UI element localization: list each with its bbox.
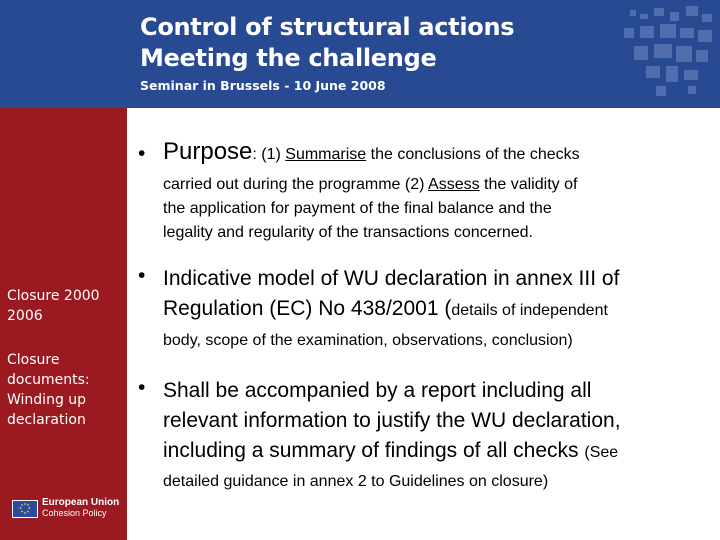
purpose-heading: Purpose [163,138,253,165]
eu-flag-icon [12,500,38,518]
assess-word: Assess [428,176,480,193]
model-line-3: body, scope of the examination, observations, conclusion) [163,332,573,349]
purpose-paragraph [163,138,698,245]
purpose-line-2-post: the validity of [479,176,578,193]
model-line-2-big: Regulation (EC) No 438/2001 ( [163,297,452,320]
purpose-line-2-pre: carried out during the programme (2) [163,176,429,193]
report-line-3 [163,436,698,468]
bullet-symbol: • [138,376,146,399]
bullet-symbol: • [138,264,146,287]
report-line-2: relevant information to justify the WU declaration, [163,409,621,432]
indicative-model-paragraph [163,264,698,356]
report-line-1: Shall be accompanied by a report including all [163,379,592,402]
model-line-2 [163,294,698,326]
eu-logo-line-2: Cohesion Policy [42,508,107,518]
purpose-line-1 [163,138,698,169]
seminar-subtitle: Seminar in Brussels - 10 June 2008 [140,78,386,93]
eu-logo-text [42,498,119,518]
title-line-1: Control of structural actions [140,13,515,41]
europe-map-graphic [610,0,720,108]
docs-line-4: declaration [7,412,86,428]
purpose-line-1-rest: the conclusions of the checks [366,146,580,163]
closure-line-1: Closure 2000 [7,288,100,304]
report-line-3-big: including a summary of findings of all checks [163,439,585,462]
sidebar-closure-label [7,286,100,326]
title-line-2: Meeting the challenge [140,44,437,72]
slide-title [140,12,514,74]
purpose-number: : (1) [252,146,286,163]
purpose-line-4: legality and regularity of the transactions concerned. [163,224,533,241]
docs-line-1: Closure [7,352,60,368]
summarise-word: Summarise [285,146,367,163]
model-line-1: Indicative model of WU declaration in annex III of [163,267,620,290]
report-line-4: detailed guidance in annex 2 to Guidelines on closure) [163,473,549,490]
sidebar-documents-label [7,350,90,430]
report-paragraph [163,376,698,496]
purpose-line-2 [163,173,698,197]
docs-line-2: documents: [7,372,90,388]
slide-header [0,0,720,108]
purpose-line-3: the application for payment of the final balance and the [163,200,552,217]
bullet-symbol: • [138,142,146,165]
report-line-3-small: (See [584,444,619,461]
eu-logo [12,498,122,522]
model-line-2-small: details of independent [451,302,608,319]
eu-logo-line-1: European Union [42,497,120,508]
docs-line-3: Winding up [7,392,87,408]
closure-line-2: 2006 [7,308,43,324]
